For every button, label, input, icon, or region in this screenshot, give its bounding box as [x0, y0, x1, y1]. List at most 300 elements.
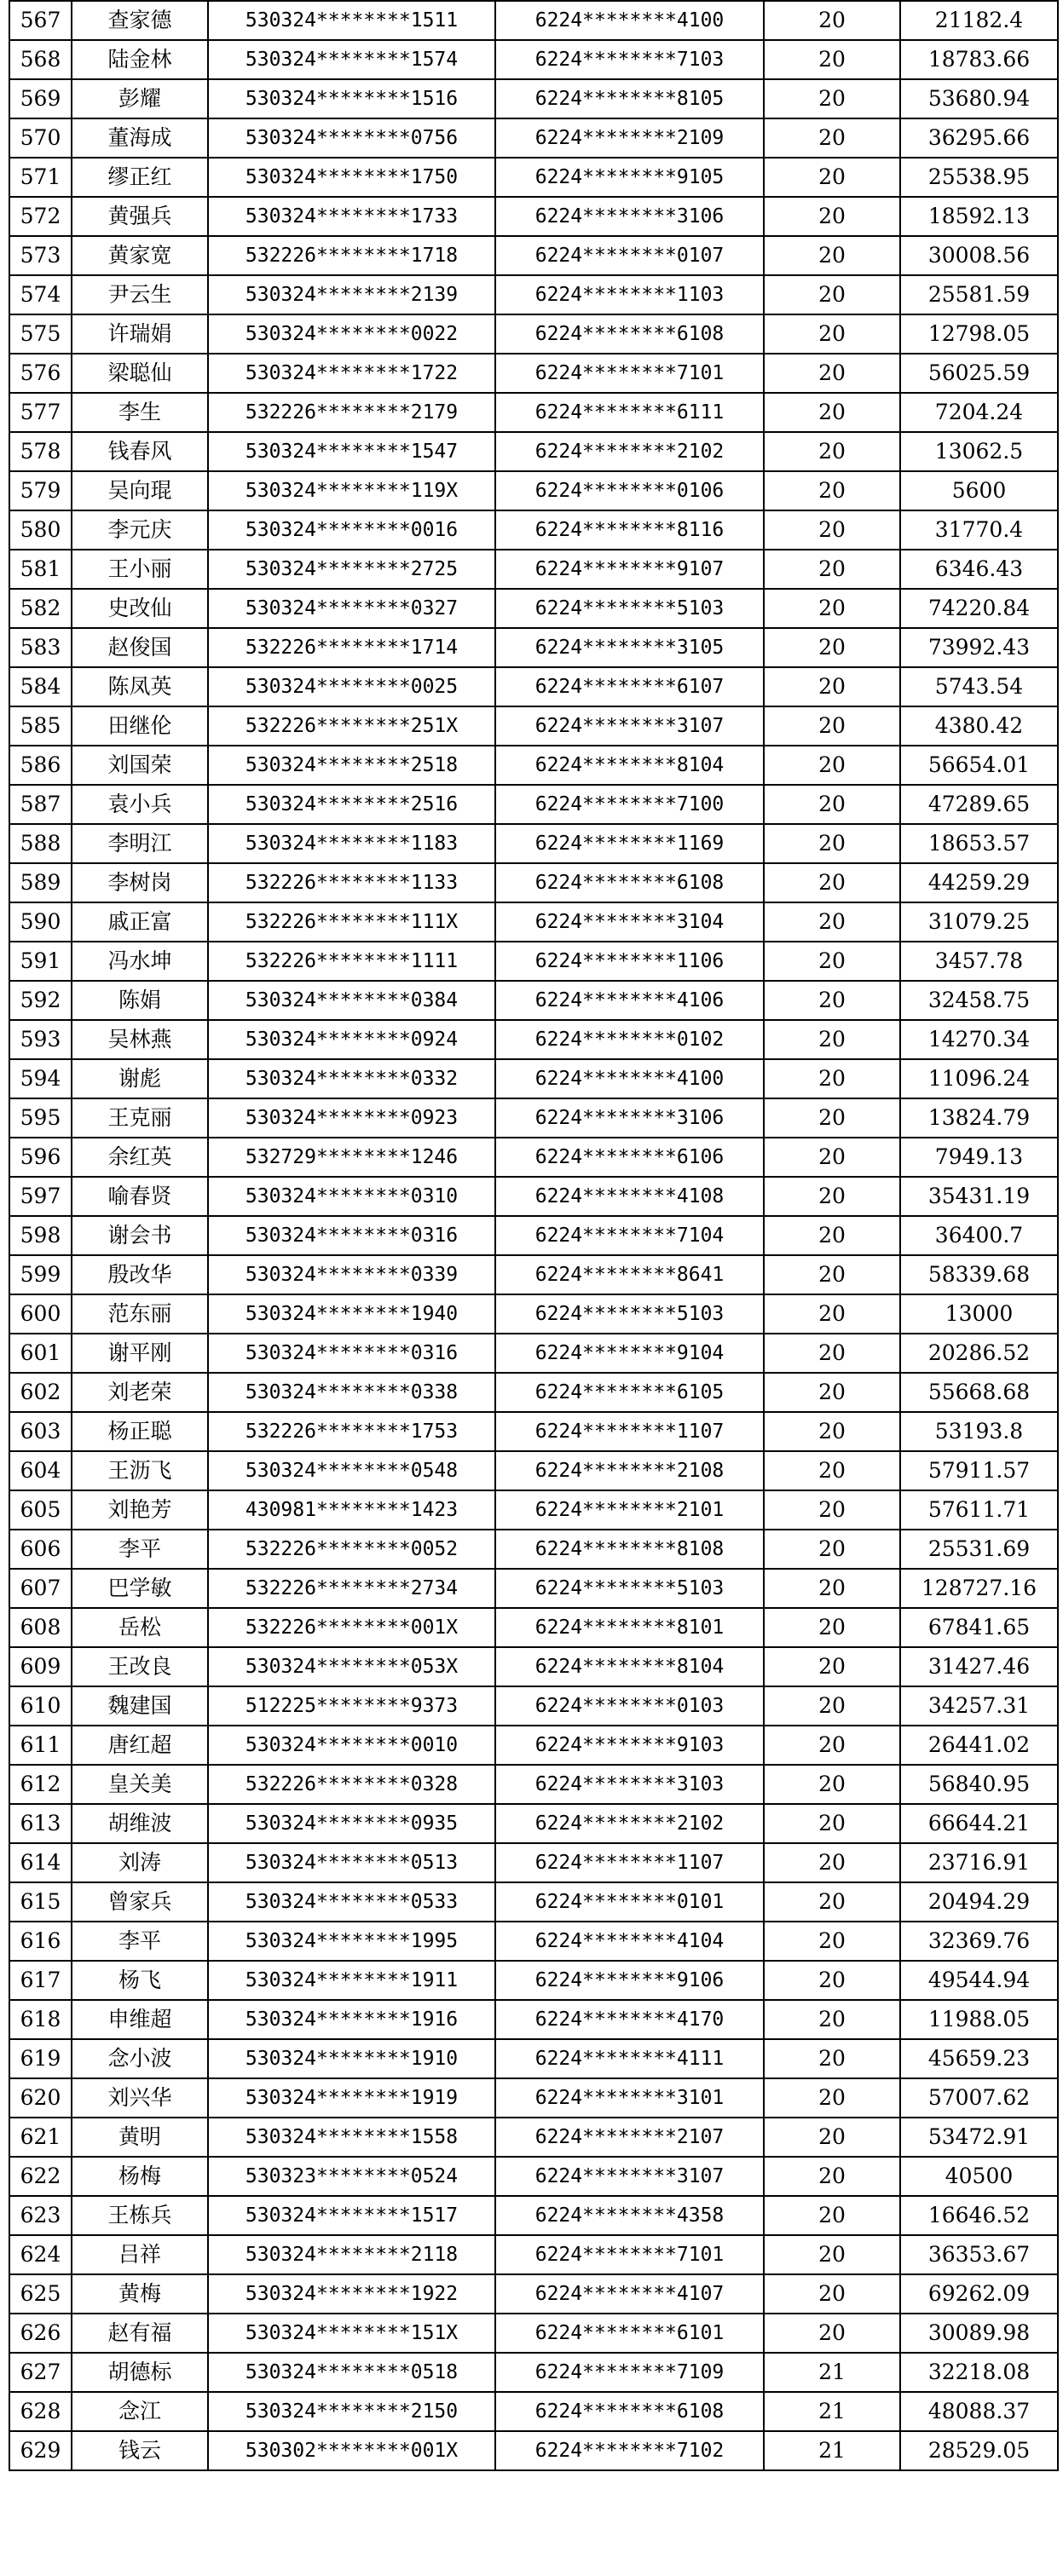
cell-amount: 74220.84 — [900, 589, 1058, 628]
cell-card: 6224********1106 — [495, 942, 764, 981]
cell-no: 616 — [9, 1922, 72, 1961]
cell-id: 512225********9373 — [208, 1686, 495, 1726]
cell-months: 20 — [764, 1020, 900, 1059]
table-row — [9, 1020, 1058, 1059]
cell-months: 20 — [764, 1843, 900, 1882]
cell-amount: 21182.4 — [900, 1, 1058, 40]
cell-amount: 20286.52 — [900, 1334, 1058, 1373]
cell-id: 530323********0524 — [208, 2157, 495, 2196]
cell-months: 20 — [764, 824, 900, 863]
cell-id: 532226********1133 — [208, 863, 495, 902]
table-row — [9, 2392, 1058, 2431]
cell-name: 黄明 — [72, 2118, 208, 2157]
cell-no: 593 — [9, 1020, 72, 1059]
cell-no: 574 — [9, 275, 72, 314]
cell-id: 530324********2516 — [208, 785, 495, 824]
cell-no: 609 — [9, 1647, 72, 1686]
cell-name: 尹云生 — [72, 275, 208, 314]
cell-no: 614 — [9, 1843, 72, 1882]
cell-name: 刘艳芳 — [72, 1490, 208, 1530]
cell-no: 568 — [9, 40, 72, 79]
cell-id: 530302********001X — [208, 2431, 495, 2470]
cell-months: 20 — [764, 1647, 900, 1686]
cell-months: 20 — [764, 2235, 900, 2274]
cell-card: 6224********2102 — [495, 432, 764, 471]
cell-no: 617 — [9, 1961, 72, 2000]
cell-months: 20 — [764, 79, 900, 118]
table-row — [9, 1530, 1058, 1569]
cell-amount: 7204.24 — [900, 393, 1058, 432]
cell-amount: 12798.05 — [900, 314, 1058, 354]
cell-id: 532226********1718 — [208, 236, 495, 275]
cell-name: 钱春风 — [72, 432, 208, 471]
cell-id: 530324********0316 — [208, 1334, 495, 1373]
cell-id: 530324********0518 — [208, 2353, 495, 2392]
cell-card: 6224********3101 — [495, 2078, 764, 2118]
table-row — [9, 1765, 1058, 1804]
cell-id: 530324********1516 — [208, 79, 495, 118]
cell-months: 20 — [764, 942, 900, 981]
cell-amount: 30089.98 — [900, 2314, 1058, 2353]
cell-card: 6224********3104 — [495, 902, 764, 942]
table-row — [9, 2353, 1058, 2392]
cell-name: 殷改华 — [72, 1255, 208, 1294]
cell-amount: 16646.52 — [900, 2196, 1058, 2235]
cell-no: 586 — [9, 746, 72, 785]
cell-id: 532226********2734 — [208, 1569, 495, 1608]
cell-id: 530324********1511 — [208, 1, 495, 40]
cell-months: 20 — [764, 40, 900, 79]
table-row — [9, 1059, 1058, 1098]
cell-card: 6224********9103 — [495, 1726, 764, 1765]
cell-amount: 53680.94 — [900, 79, 1058, 118]
cell-months: 20 — [764, 2274, 900, 2314]
cell-no: 621 — [9, 2118, 72, 2157]
cell-amount: 57911.57 — [900, 1451, 1058, 1490]
cell-amount: 31427.46 — [900, 1647, 1058, 1686]
cell-name: 王沥飞 — [72, 1451, 208, 1490]
cell-id: 530324********2150 — [208, 2392, 495, 2431]
cell-no: 624 — [9, 2235, 72, 2274]
cell-name: 陈凤英 — [72, 667, 208, 706]
table-row — [9, 981, 1058, 1020]
cell-amount: 45659.23 — [900, 2039, 1058, 2078]
cell-id: 532226********001X — [208, 1608, 495, 1647]
cell-name: 余红英 — [72, 1138, 208, 1177]
cell-id: 530324********0513 — [208, 1843, 495, 1882]
cell-card: 6224********7103 — [495, 40, 764, 79]
cell-card: 6224********6108 — [495, 2392, 764, 2431]
cell-amount: 128727.16 — [900, 1569, 1058, 1608]
cell-no: 580 — [9, 510, 72, 550]
cell-no: 594 — [9, 1059, 72, 1098]
cell-no: 576 — [9, 354, 72, 393]
cell-name: 胡德标 — [72, 2353, 208, 2392]
cell-card: 6224********6111 — [495, 393, 764, 432]
cell-card: 6224********8105 — [495, 79, 764, 118]
cell-name: 吴林燕 — [72, 1020, 208, 1059]
cell-id: 530324********2118 — [208, 2235, 495, 2274]
cell-no: 587 — [9, 785, 72, 824]
cell-id: 530324********0022 — [208, 314, 495, 354]
cell-card: 6224********1107 — [495, 1412, 764, 1451]
table-row — [9, 40, 1058, 79]
table-row — [9, 1216, 1058, 1255]
cell-months: 21 — [764, 2431, 900, 2470]
cell-amount: 25538.95 — [900, 158, 1058, 197]
cell-card: 6224********5103 — [495, 1569, 764, 1608]
cell-name: 黄强兵 — [72, 197, 208, 236]
cell-months: 20 — [764, 1334, 900, 1373]
cell-id: 530324********1574 — [208, 40, 495, 79]
cell-id: 530324********0756 — [208, 118, 495, 158]
table-row — [9, 2196, 1058, 2235]
table-row — [9, 863, 1058, 902]
table-row — [9, 628, 1058, 667]
cell-no: 575 — [9, 314, 72, 354]
table-row — [9, 314, 1058, 354]
cell-amount: 58339.68 — [900, 1255, 1058, 1294]
cell-card: 6224********9106 — [495, 1961, 764, 2000]
cell-months: 20 — [764, 628, 900, 667]
cell-name: 黄梅 — [72, 2274, 208, 2314]
table-row — [9, 471, 1058, 510]
cell-months: 20 — [764, 275, 900, 314]
cell-name: 唐红超 — [72, 1726, 208, 1765]
cell-name: 李生 — [72, 393, 208, 432]
cell-card: 6224********3107 — [495, 706, 764, 746]
cell-name: 魏建国 — [72, 1686, 208, 1726]
cell-name: 赵俊国 — [72, 628, 208, 667]
cell-months: 20 — [764, 1490, 900, 1530]
table-row — [9, 1608, 1058, 1647]
cell-card: 6224********7109 — [495, 2353, 764, 2392]
cell-amount: 13062.5 — [900, 432, 1058, 471]
cell-no: 585 — [9, 706, 72, 746]
cell-amount: 18783.66 — [900, 40, 1058, 79]
cell-name: 申维超 — [72, 2000, 208, 2039]
cell-no: 591 — [9, 942, 72, 981]
cell-id: 530324********0935 — [208, 1804, 495, 1843]
cell-amount: 25531.69 — [900, 1530, 1058, 1569]
cell-id: 530324********0924 — [208, 1020, 495, 1059]
cell-id: 530324********0016 — [208, 510, 495, 550]
cell-amount: 40500 — [900, 2157, 1058, 2196]
cell-months: 20 — [764, 589, 900, 628]
cell-months: 20 — [764, 1765, 900, 1804]
cell-name: 范东丽 — [72, 1294, 208, 1334]
cell-id: 530324********2139 — [208, 275, 495, 314]
cell-amount: 3457.78 — [900, 942, 1058, 981]
cell-id: 532226********1714 — [208, 628, 495, 667]
cell-no: 595 — [9, 1098, 72, 1138]
cell-card: 6224********6105 — [495, 1373, 764, 1412]
cell-id: 530324********0327 — [208, 589, 495, 628]
table-row — [9, 1138, 1058, 1177]
table-row — [9, 1412, 1058, 1451]
cell-card: 6224********5103 — [495, 1294, 764, 1334]
cell-card: 6224********8108 — [495, 1530, 764, 1569]
table-row — [9, 1686, 1058, 1726]
cell-id: 530324********0339 — [208, 1255, 495, 1294]
cell-id: 530324********0332 — [208, 1059, 495, 1098]
cell-months: 20 — [764, 510, 900, 550]
cell-name: 董海成 — [72, 118, 208, 158]
cell-months: 20 — [764, 902, 900, 942]
cell-months: 20 — [764, 158, 900, 197]
cell-no: 571 — [9, 158, 72, 197]
table-row — [9, 550, 1058, 589]
cell-no: 570 — [9, 118, 72, 158]
cell-name: 刘涛 — [72, 1843, 208, 1882]
cell-amount: 67841.65 — [900, 1608, 1058, 1647]
cell-months: 20 — [764, 1412, 900, 1451]
cell-card: 6224********7102 — [495, 2431, 764, 2470]
cell-card: 6224********4106 — [495, 981, 764, 1020]
cell-no: 619 — [9, 2039, 72, 2078]
table-row — [9, 1647, 1058, 1686]
cell-name: 喻春贤 — [72, 1177, 208, 1216]
cell-amount: 56025.59 — [900, 354, 1058, 393]
table-row — [9, 1882, 1058, 1922]
cell-months: 20 — [764, 706, 900, 746]
cell-no: 597 — [9, 1177, 72, 1216]
table-row — [9, 942, 1058, 981]
cell-months: 20 — [764, 981, 900, 1020]
table-row — [9, 2274, 1058, 2314]
cell-name: 史改仙 — [72, 589, 208, 628]
cell-no: 598 — [9, 1216, 72, 1255]
cell-name: 皇关美 — [72, 1765, 208, 1804]
cell-months: 20 — [764, 118, 900, 158]
table-row — [9, 1451, 1058, 1490]
cell-id: 530324********1547 — [208, 432, 495, 471]
table-row — [9, 1, 1058, 40]
cell-name: 彭耀 — [72, 79, 208, 118]
cell-name: 袁小兵 — [72, 785, 208, 824]
table-row — [9, 2314, 1058, 2353]
cell-id: 530324********1940 — [208, 1294, 495, 1334]
cell-no: 618 — [9, 2000, 72, 2039]
cell-card: 6224********4107 — [495, 2274, 764, 2314]
cell-id: 530324********0025 — [208, 667, 495, 706]
cell-amount: 31770.4 — [900, 510, 1058, 550]
cell-months: 20 — [764, 1686, 900, 1726]
table-row — [9, 1373, 1058, 1412]
cell-name: 戚正富 — [72, 902, 208, 942]
cell-card: 6224********8101 — [495, 1608, 764, 1647]
cell-id: 532226********2179 — [208, 393, 495, 432]
cell-card: 6224********1107 — [495, 1843, 764, 1882]
table-row — [9, 1726, 1058, 1765]
cell-amount: 69262.09 — [900, 2274, 1058, 2314]
cell-no: 610 — [9, 1686, 72, 1726]
cell-amount: 11988.05 — [900, 2000, 1058, 2039]
cell-amount: 47289.65 — [900, 785, 1058, 824]
cell-amount: 56654.01 — [900, 746, 1058, 785]
cell-name: 田继伦 — [72, 706, 208, 746]
cell-id: 530324********1922 — [208, 2274, 495, 2314]
cell-months: 20 — [764, 1294, 900, 1334]
cell-amount: 49544.94 — [900, 1961, 1058, 2000]
cell-months: 20 — [764, 1451, 900, 1490]
cell-card: 6224********6106 — [495, 1138, 764, 1177]
cell-no: 605 — [9, 1490, 72, 1530]
cell-id: 430981********1423 — [208, 1490, 495, 1530]
cell-no: 629 — [9, 2431, 72, 2470]
cell-card: 6224********4104 — [495, 1922, 764, 1961]
cell-amount: 36400.7 — [900, 1216, 1058, 1255]
cell-amount: 13000 — [900, 1294, 1058, 1334]
cell-id: 530324********2725 — [208, 550, 495, 589]
cell-id: 532729********1246 — [208, 1138, 495, 1177]
cell-id: 530324********1183 — [208, 824, 495, 863]
table-body — [9, 1, 1058, 2470]
cell-amount: 31079.25 — [900, 902, 1058, 942]
cell-amount: 36353.67 — [900, 2235, 1058, 2274]
cell-months: 20 — [764, 2196, 900, 2235]
cell-months: 20 — [764, 1530, 900, 1569]
cell-name: 陆金林 — [72, 40, 208, 79]
cell-id: 530324********1517 — [208, 2196, 495, 2235]
cell-name: 许瑞娟 — [72, 314, 208, 354]
cell-name: 梁聪仙 — [72, 354, 208, 393]
cell-id: 530324********0310 — [208, 1177, 495, 1216]
cell-months: 20 — [764, 1961, 900, 2000]
cell-card: 6224********3103 — [495, 1765, 764, 1804]
cell-no: 620 — [9, 2078, 72, 2118]
cell-name: 刘兴华 — [72, 2078, 208, 2118]
cell-name: 李元庆 — [72, 510, 208, 550]
cell-card: 6224********2102 — [495, 1804, 764, 1843]
cell-name: 查家德 — [72, 1, 208, 40]
cell-card: 6224********8641 — [495, 1255, 764, 1294]
table-row — [9, 236, 1058, 275]
table-row — [9, 1098, 1058, 1138]
cell-card: 6224********2107 — [495, 2118, 764, 2157]
cell-no: 596 — [9, 1138, 72, 1177]
cell-no: 622 — [9, 2157, 72, 2196]
cell-amount: 48088.37 — [900, 2392, 1058, 2431]
cell-amount: 56840.95 — [900, 1765, 1058, 1804]
cell-no: 601 — [9, 1334, 72, 1373]
cell-name: 谢会书 — [72, 1216, 208, 1255]
cell-card: 6224********2108 — [495, 1451, 764, 1490]
cell-no: 627 — [9, 2353, 72, 2392]
cell-no: 611 — [9, 1726, 72, 1765]
cell-months: 20 — [764, 354, 900, 393]
cell-no: 583 — [9, 628, 72, 667]
cell-card: 6224********4111 — [495, 2039, 764, 2078]
cell-card: 6224********2109 — [495, 118, 764, 158]
cell-id: 530324********0923 — [208, 1098, 495, 1138]
cell-card: 6224********9105 — [495, 158, 764, 197]
cell-card: 6224********4100 — [495, 1, 764, 40]
cell-id: 530324********0316 — [208, 1216, 495, 1255]
cell-no: 612 — [9, 1765, 72, 1804]
cell-id: 530324********1919 — [208, 2078, 495, 2118]
cell-no: 581 — [9, 550, 72, 589]
cell-id: 530324********2518 — [208, 746, 495, 785]
cell-name: 王克丽 — [72, 1098, 208, 1138]
cell-card: 6224********4170 — [495, 2000, 764, 2039]
cell-card: 6224********7101 — [495, 354, 764, 393]
cell-id: 532226********251X — [208, 706, 495, 746]
cell-months: 20 — [764, 1098, 900, 1138]
cell-amount: 7949.13 — [900, 1138, 1058, 1177]
table-row — [9, 2000, 1058, 2039]
table-row — [9, 1294, 1058, 1334]
cell-name: 念江 — [72, 2392, 208, 2431]
cell-card: 6224********7101 — [495, 2235, 764, 2274]
cell-card: 6224********3105 — [495, 628, 764, 667]
cell-months: 20 — [764, 236, 900, 275]
cell-amount: 18592.13 — [900, 197, 1058, 236]
cell-no: 584 — [9, 667, 72, 706]
cell-id: 530324********151X — [208, 2314, 495, 2353]
cell-name: 赵有福 — [72, 2314, 208, 2353]
cell-amount: 32218.08 — [900, 2353, 1058, 2392]
cell-months: 20 — [764, 1255, 900, 1294]
cell-no: 625 — [9, 2274, 72, 2314]
cell-id: 530324********1733 — [208, 197, 495, 236]
cell-amount: 25581.59 — [900, 275, 1058, 314]
cell-months: 20 — [764, 393, 900, 432]
cell-months: 20 — [764, 2078, 900, 2118]
table-row — [9, 1843, 1058, 1882]
cell-card: 6224********7104 — [495, 1216, 764, 1255]
table-row — [9, 1177, 1058, 1216]
table-row — [9, 785, 1058, 824]
cell-months: 20 — [764, 785, 900, 824]
cell-amount: 28529.05 — [900, 2431, 1058, 2470]
cell-months: 20 — [764, 1059, 900, 1098]
cell-card: 6224********1169 — [495, 824, 764, 863]
cell-card: 6224********6108 — [495, 863, 764, 902]
table-row — [9, 393, 1058, 432]
cell-name: 谢平刚 — [72, 1334, 208, 1373]
cell-amount: 32458.75 — [900, 981, 1058, 1020]
cell-months: 20 — [764, 2118, 900, 2157]
cell-name: 王改良 — [72, 1647, 208, 1686]
cell-name: 念小波 — [72, 2039, 208, 2078]
cell-card: 6224********4108 — [495, 1177, 764, 1216]
cell-name: 曾家兵 — [72, 1882, 208, 1922]
cell-name: 王小丽 — [72, 550, 208, 589]
table-row — [9, 2431, 1058, 2470]
cell-id: 530324********053X — [208, 1647, 495, 1686]
cell-name: 吕祥 — [72, 2235, 208, 2274]
cell-id: 530324********1910 — [208, 2039, 495, 2078]
cell-id: 532226********0052 — [208, 1530, 495, 1569]
cell-no: 573 — [9, 236, 72, 275]
table-row — [9, 1334, 1058, 1373]
cell-card: 6224********8104 — [495, 1647, 764, 1686]
cell-name: 杨梅 — [72, 2157, 208, 2196]
cell-months: 20 — [764, 2000, 900, 2039]
cell-amount: 5743.54 — [900, 667, 1058, 706]
cell-amount: 66644.21 — [900, 1804, 1058, 1843]
table-row — [9, 1490, 1058, 1530]
cell-id: 530324********1911 — [208, 1961, 495, 2000]
cell-no: 569 — [9, 79, 72, 118]
cell-name: 缪正红 — [72, 158, 208, 197]
cell-no: 600 — [9, 1294, 72, 1334]
cell-name: 刘老荣 — [72, 1373, 208, 1412]
cell-months: 20 — [764, 1726, 900, 1765]
cell-months: 20 — [764, 667, 900, 706]
cell-no: 613 — [9, 1804, 72, 1843]
